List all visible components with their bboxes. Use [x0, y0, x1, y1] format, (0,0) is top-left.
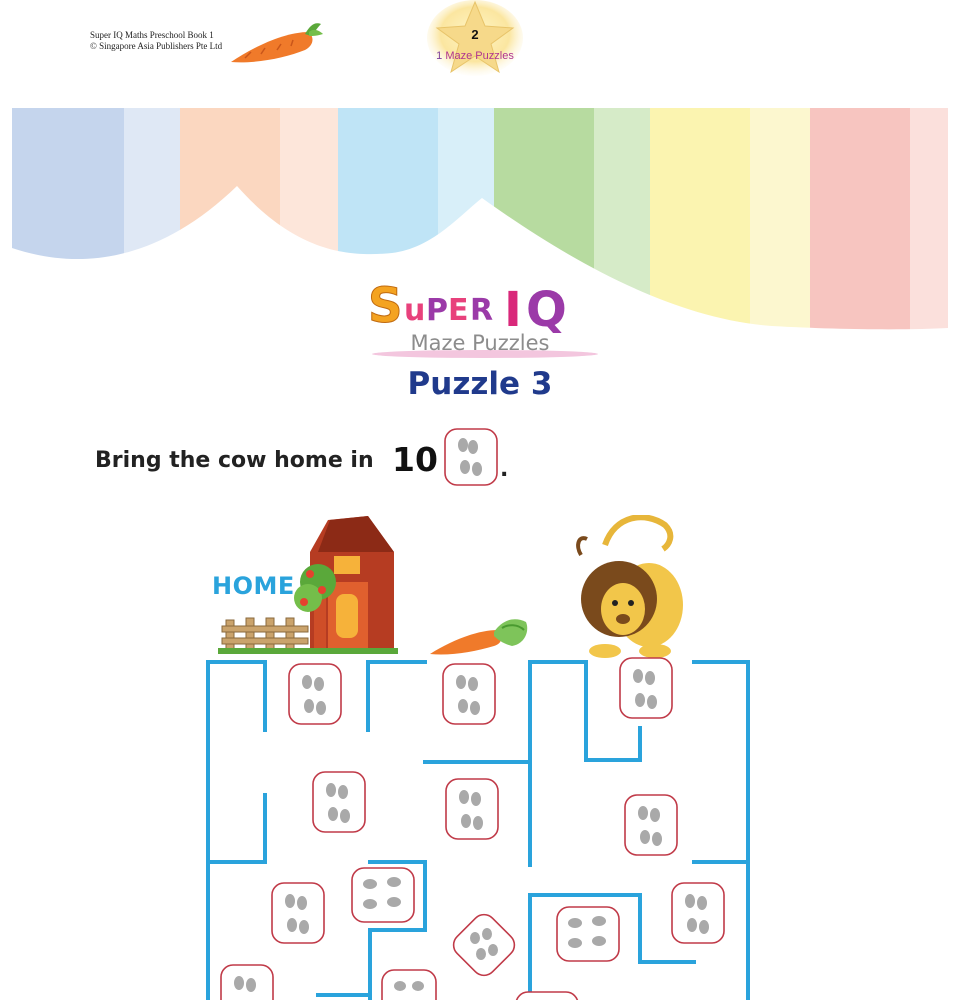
step-count: 10 [392, 440, 438, 479]
section-title: Maze Puzzles [445, 50, 514, 62]
hoofprint-tile[interactable] [219, 963, 275, 1000]
hoofprint-tile[interactable] [311, 770, 367, 834]
puzzle-title: Puzzle 3 [407, 366, 553, 402]
home-label: HOME [212, 572, 295, 600]
svg-text:Q: Q [526, 282, 567, 338]
hoofprint-tile[interactable] [380, 968, 438, 1000]
publisher-line-1: Super IQ Maths Preschool Book 1 [90, 30, 214, 40]
hoofprint-tile[interactable] [270, 881, 326, 945]
hoofprint-tile[interactable] [444, 777, 500, 841]
instruction-period: . [500, 457, 509, 482]
hoofprint-tile[interactable] [555, 905, 621, 963]
logo-subtitle: Maze Puzzles [410, 331, 550, 355]
svg-text:u: u [404, 293, 426, 328]
hoofprint-tile[interactable] [287, 662, 343, 726]
svg-text:S: S [368, 278, 403, 334]
publisher-line-2: © Singapore Asia Publishers Pte Ltd [90, 41, 223, 51]
hoofprint-tile[interactable] [445, 906, 523, 984]
svg-text:E: E [448, 293, 469, 328]
hoofprint-tile[interactable] [618, 656, 674, 720]
page-number: 2 [471, 27, 479, 42]
hoofprint-tile[interactable] [441, 662, 497, 726]
svg-text:R: R [470, 293, 494, 328]
hoofprint-tile[interactable] [623, 793, 679, 857]
hoofprint-tile[interactable] [350, 866, 416, 924]
svg-text:P: P [426, 293, 448, 328]
section-number: 1 [436, 50, 443, 62]
svg-text:I: I [504, 282, 522, 338]
instruction-text: Bring the cow home in [95, 448, 374, 473]
hoofprint-tile[interactable] [514, 990, 580, 1000]
hoofprint-tile[interactable] [670, 881, 726, 945]
